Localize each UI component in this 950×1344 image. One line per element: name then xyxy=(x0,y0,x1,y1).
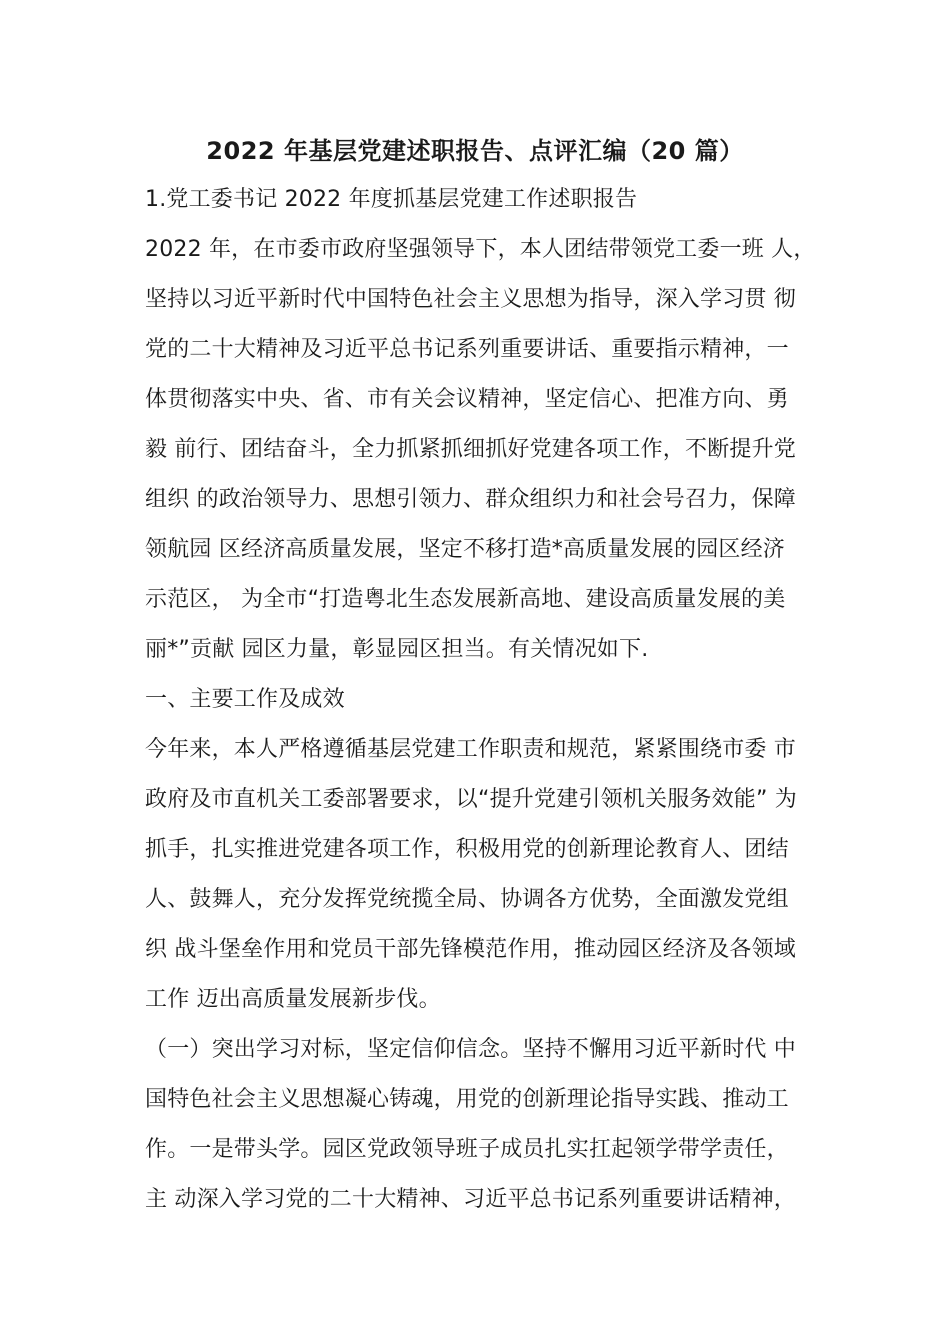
text-line: 作。一是带头学。园区党政领导班子成员扎实扛起领学带学责任， xyxy=(145,1137,789,1162)
text-line: 织 战斗堡垒作用和党员干部先锋模范作用，推动园区经济及各领域 xyxy=(145,937,796,962)
text-line: 示范区， 为全市“打造粤北生态发展新高地、建设高质量发展的美 xyxy=(145,587,786,612)
text-line: 组织 的政治领导力、思想引领力、群众组织力和社会号召力，保障 xyxy=(145,487,796,512)
text-line: 国特色社会主义思想凝心铸魂，用党的创新理论指导实践、推动工 xyxy=(145,1087,789,1112)
text-line: 今年来，本人严格遵循基层党建工作职责和规范，紧紧围绕市委 市 xyxy=(145,737,796,762)
text-line: 丽*”贡献 园区力量，彰显园区担当。有关情况如下. xyxy=(145,637,649,662)
text-line: 1.党工委书记 2022 年度抓基层党建工作述职报告 xyxy=(145,187,638,212)
text-line: 人、鼓舞人，充分发挥党统揽全局、协调各方优势，全面激发党组 xyxy=(145,887,789,912)
text-line: 主 动深入学习党的二十大精神、习近平总书记系列重要讲话精神， xyxy=(145,1187,796,1212)
text-line: 2022 年，在市委市政府坚强领导下，本人团结带领党工委一班 人， xyxy=(145,237,816,262)
text-line: 工作 迈出高质量发展新步伐。 xyxy=(145,987,441,1012)
section-heading: 一、主要工作及成效 xyxy=(145,687,345,712)
text-line: 政府及市直机关工委部署要求，以“提升党建引领机关服务效能” 为 xyxy=(145,787,797,812)
text-line: 体贯彻落实中央、省、市有关会议精神，坚定信心、把准方向、勇 xyxy=(145,387,789,412)
text-line: 领航园 区经济高质量发展，坚定不移打造*高质量发展的园区经济 xyxy=(145,537,785,562)
text-line: （一）突出学习对标，坚定信仰信念。坚持不懈用习近平新时代 中 xyxy=(145,1037,796,1062)
text-line: 党的二十大精神及习近平总书记系列重要讲话、重要指示精神，一 xyxy=(145,337,789,362)
text-line: 毅 前行、团结奋斗，全力抓紧抓细抓好党建各项工作，不断提升党 xyxy=(145,437,796,462)
text-line: 抓手，扎实推进党建各项工作，积极用党的创新理论教育人、团结 xyxy=(145,837,789,862)
document-title: 2022 年基层党建述职报告、点评汇编（20 篇） xyxy=(206,137,744,165)
text-line: 坚持以习近平新时代中国特色社会主义思想为指导，深入学习贯 彻 xyxy=(145,287,796,312)
